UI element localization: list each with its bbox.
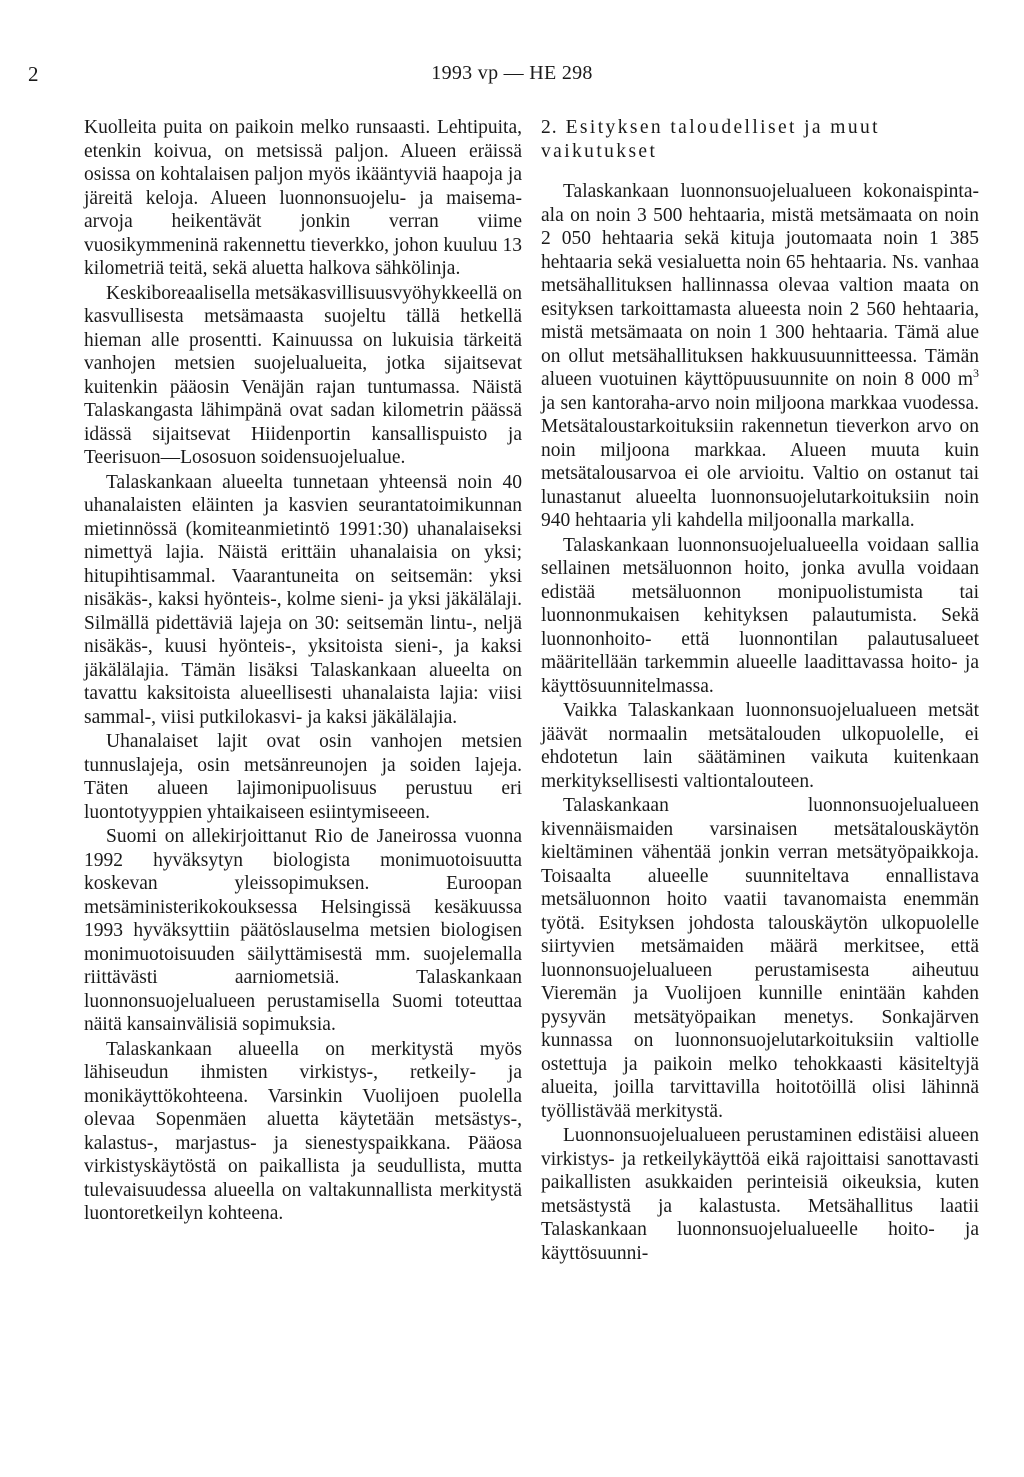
paragraph-text: ja sen kantoraha-arvo noin miljoona markkaa vuodessa. Metsätaloustarkoituksiin rakennetun tieverkon arvo on noin miljoona markkaa. Alueen muuta kuin metsätalousarvoa ei ole arvioitu. Valtio on ostanut tai lunastanut alueelta luonnonsuojelutarkoituksiin noin 940 hehtaaria yli kahdella miljoonalla markalla. (541, 392, 979, 531)
running-head: 1993 vp — HE 298 (431, 62, 593, 84)
paragraph: Suomi on allekirjoittanut Rio de Janeirossa vuonna 1992 hyväksytyn biologista monimuotoisuutta koskevan yleissopimuksen. Euroopan metsäministerikokouksessa Helsingissä kesäkuussa 1993 hyväksyttiin päätöslauselma metsien biologisen monimuotoisuuden säilyttämisestä mm. suojelemalla riittävästi aarniometsiä. Talaskankaan luonnonsuojelualueen perustamisella Suomi toteuttaa näitä kansainvälisiä sopimuksia. (84, 826, 522, 1035)
paragraph: Uhanalaiset lajit ovat osin vanhojen metsien tunnuslajeja, osin metsänreunojen ja soiden lajeja. Täten alueen lajimonipuolisuus perustuu eri luontotyyppien yhtaikaiseen esiintymiseeen. (84, 731, 522, 823)
paragraph: Keskiboreaalisella metsäkasvillisuusvyöhykkeellä on kasvullisesta metsämaasta suojeltu tällä hetkellä hieman alle prosentti. Kainuussa on lukuisia tärkeitä vanhojen metsien suojelualueita, jotka sijaitsevat kuitenkin pääosin Venäjän rajan tuntumassa. Näistä Talaskangasta lähimpänä ovat sadan kilometrin päässä idässä sijaitsevat Hiidenportin kansallispuisto ja Teerisuon—Lososuon soidensuojelualue. (84, 282, 522, 468)
section-number: 2. (541, 117, 558, 138)
paragraph: Talaskankaan luonnonsuojelualueella voidaan sallia sellainen metsäluonnon hoito, jonka avulla voidaan edistää metsäluonnon monipuolistumista tai luonnonmukaisen kehityksen palautumista. Sekä luonnonhoito- että luonnontilan palautusalueet määritellään tarkemmin alueelle laadittavassa hoito- ja käyttösuunnitelmassa. (541, 534, 979, 697)
paragraph: Kuolleita puita on paikoin melko runsaasti. Lehtipuita, etenkin koivua, on metsissä paljon. Alueen eräissä osissa on kohtalaisen paljon myös ikääntyviä haapoja ja järeitä keloja. Alueen luonnonsuojelu- ja maisema-arvoja heikentävät jonkin verran viime vuosikymmeninä rakennettu tieverkko, johon kuuluu 13 kilometriä teitä, sekä aluetta halkova sähkölinja. (84, 117, 522, 279)
page-number: 2 (28, 62, 39, 86)
page-header (0, 62, 1024, 92)
paragraph (541, 180, 979, 533)
section-heading (541, 116, 979, 163)
paragraph: Talaskankaan luonnonsuojelualueen kivennäismaiden varsinaisen metsätalouskäytön kieltäminen vähentää jonkin verran metsätyöpaikkoja. Toisaalta alueelle suunniteltava ennallistava metsäluonnon hoito vaatii tavanomaista enemmän työtä. Esityksen johdosta talouskäytön ulkopuolelle siirtyvien metsämaiden määrä merkitsee, että luonnonsuojelualueen perustamisesta aiheutuu Vieremän ja Vuolijoen kunnille enintään kahden pysyvän metsätyöpaikan menetys. Sonkajärven kunnassa on luonnonsuojelutarkoituksiin valtiolle ostettuja ja paikoin melko tehokkaasti käsiteltyjä alueita, joilla tarvittavilla hoitotöillä olisi lähinnä työllistävää merkitystä. (541, 795, 979, 1122)
right-column (541, 116, 979, 1266)
left-column (84, 116, 522, 1227)
paragraph-text: Talaskankaan luonnonsuojelualueen kokonaispinta-ala on noin 3 500 hehtaaria, mistä metsämaata on noin 2 050 hehtaaria sekä kituja joutomaata noin 1 385 hehtaaria sekä vesialuetta noin 65 hehtaaria. Ns. vanhaa metsähallituksen hallinnassa olevaa valtion maata on esityksen tarkoittamasta alueesta noin 2 560 hehtaaria, mistä metsämaata on noin 1 300 hehtaaria. Tämä alue on ollut metsähallituksen hakkuusuunnitteessa. Tämän alueen vuotuinen käyttöpuusuunnite on noin 8 000 m (541, 181, 979, 390)
paragraph: Vaikka Talaskankaan luonnonsuojelualueen metsät jäävät normaalin metsätalouden ulkopuolelle, ei ehdotetun lain säätäminen vaikuta kuitenkaan merkityksellisesti valtiontalouteen. (541, 700, 979, 792)
paragraph: Talaskankaan alueella on merkitystä myös lähiseudun ihmisten virkistys-, retkeily- ja monikäyttökohteena. Varsinkin Vuolijoen puolella olevaa Sopenmäen aluetta käytetään metsästys-, kalastus-, marjastus- ja sienestyspaikkana. Pääosa virkistyskäytöstä on paikallista ja seudullista, mutta tulevaisuudessa alueella on valtakunnallista merkitystä luontoretkeilyn kohteena. (84, 1038, 522, 1224)
section-title: Esityksen taloudelliset ja muut vaikutukset (541, 117, 880, 162)
paragraph: Talaskankaan alueelta tunnetaan yhteensä noin 40 uhanalaisten eläinten ja kasvien seurantatoimikunnan mietinnössä (komiteanmietintö 1991:30) uhanalaiseksi nimettyä lajia. Näistä erittäin uhanalaisia on yksi; hitupihtisammal. Vaarantuneita on seitsemän: yksi nisäkäs-, kaksi hyönteis-, kolme sieni- ja yksi jäkälälaji. Silmällä pidettäviä lajeja on 30: seitsemän lintu-, neljä nisäkäs-, kuusi hyönteis-, yksitoista sieni-, ja kaksi jäkälälajia. Tämän lisäksi Talaskankaan alueelta on tavattu kaksitoista alueellisesti uhanalaista lajia: viisi sammal-, viisi putkilokasvi- ja kaksi jäkälälajia. (84, 471, 522, 728)
superscript: 3 (973, 366, 979, 380)
paragraph: Luonnonsuojelualueen perustaminen edistäisi alueen virkistys- ja retkeilykäyttöä eikä rajoittaisi sanottavasti paikallisten asukkaiden perinteisiä oikeuksia, kuten metsästystä ja kalastusta. Metsähallitus laatii Talaskankaan luonnonsuojelualueelle hoito- ja käyttösuunni- (541, 1125, 979, 1264)
